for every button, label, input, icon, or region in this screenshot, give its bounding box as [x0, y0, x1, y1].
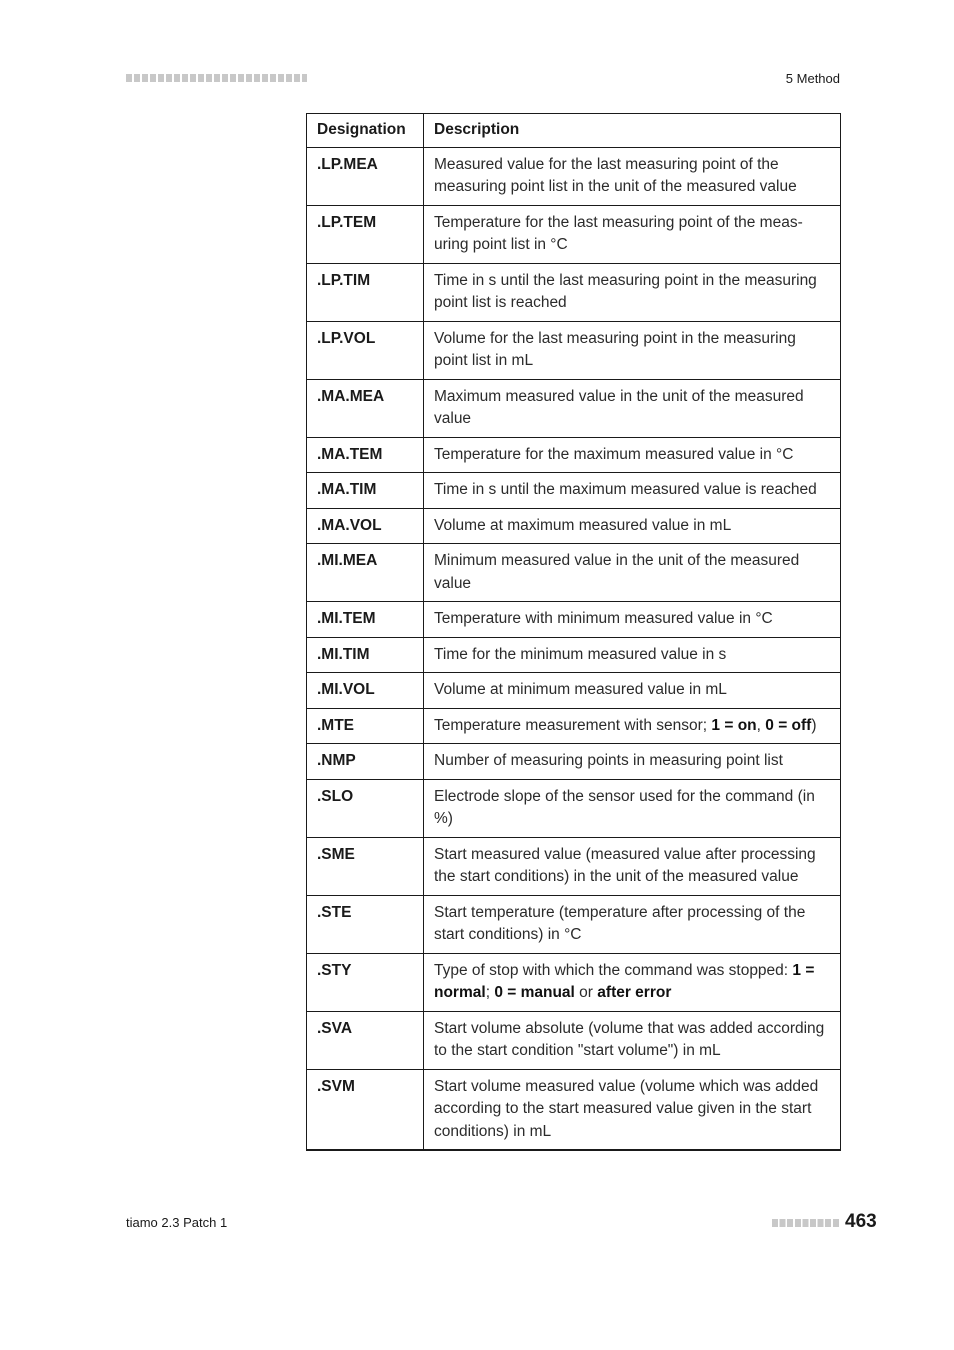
table-row — [307, 895, 841, 953]
description-text: Minimum measured value in the unit of the measured value — [434, 552, 800, 592]
description-text: Start volume measured value (volume which was added according to the start measured value given in the start conditions) in mL — [434, 1077, 819, 1140]
table-row — [307, 263, 841, 321]
designation-cell: .SVM — [307, 1069, 424, 1150]
table-row — [307, 953, 841, 1011]
description-cell — [424, 147, 841, 205]
description-text: Temperature measurement with sensor; — [434, 716, 712, 734]
description-text: ) — [811, 716, 817, 734]
designation-cell: .MI.VOL — [307, 673, 424, 709]
designation-cell: .LP.TEM — [307, 205, 424, 263]
description-cell — [424, 263, 841, 321]
table-row — [307, 473, 841, 509]
table-row — [307, 779, 841, 837]
description-text: Start temperature (temperature after processing of the start conditions) in °C — [434, 903, 806, 943]
description-cell — [424, 602, 841, 638]
designation-cell: .MA.TIM — [307, 473, 424, 509]
table-row — [307, 637, 841, 673]
description-cell — [424, 1011, 841, 1069]
table-row — [307, 837, 841, 895]
designation-cell: .MA.VOL — [307, 508, 424, 544]
description-cell — [424, 744, 841, 780]
description-emphasis: after error — [597, 984, 672, 1001]
table-row — [307, 437, 841, 473]
description-text: Maximum measured value in the unit of the measured value — [434, 387, 804, 427]
description-text: Start measured value (measured value after processing the start conditions) in the unit of the measured value — [434, 845, 816, 885]
description-cell — [424, 508, 841, 544]
section-title: 5 Method — [785, 71, 840, 86]
description-cell — [424, 544, 841, 602]
designation-cell: .LP.VOL — [307, 321, 424, 379]
description-cell — [424, 637, 841, 673]
column-header-description: Description — [424, 114, 841, 148]
designation-cell: .STE — [307, 895, 424, 953]
footer-decoration — [772, 1219, 840, 1227]
column-header-designation: Designation — [307, 114, 424, 148]
header-decoration — [126, 74, 307, 82]
designation-cell: .SLO — [307, 779, 424, 837]
description-text: Start volume absolute (volume that was added according to the start condition "start volume") in mL — [434, 1019, 825, 1059]
product-name: tiamo 2.3 Patch 1 — [126, 1215, 228, 1230]
description-cell — [424, 379, 841, 437]
description-cell — [424, 895, 841, 953]
table-row — [307, 673, 841, 709]
description-cell — [424, 837, 841, 895]
table-row — [307, 321, 841, 379]
description-text: Number of measuring points in measuring point list — [434, 752, 783, 769]
designation-cell: .MI.TIM — [307, 637, 424, 673]
description-text: Volume for the last measuring point in the measuring point list in mL — [434, 329, 796, 369]
designation-cell: .MA.MEA — [307, 379, 424, 437]
page-number: 463 — [845, 1211, 877, 1232]
designation-cell: .STY — [307, 953, 424, 1011]
description-cell — [424, 437, 841, 473]
description-text: Measured value for the last measuring point of the measuring point list in the unit of the measured value — [434, 155, 797, 195]
table-body — [307, 147, 841, 1150]
table-row — [307, 708, 841, 744]
description-cell — [424, 321, 841, 379]
table-row — [307, 1069, 841, 1150]
table-row — [307, 544, 841, 602]
description-text: ; — [485, 984, 495, 1001]
description-cell — [424, 779, 841, 837]
description-text: Temperature with minimum measured value in °C — [434, 610, 773, 627]
description-text: , — [756, 716, 766, 734]
description-text: or — [574, 984, 598, 1001]
designation-cell: .MTE — [307, 708, 424, 744]
designation-cell: .MI.TEM — [307, 602, 424, 638]
table-row — [307, 508, 841, 544]
description-cell — [424, 953, 841, 1011]
table-header-row — [307, 114, 841, 148]
description-cell — [424, 1069, 841, 1150]
designation-cell: .LP.TIM — [307, 263, 424, 321]
description-text: Time for the minimum measured value in s — [434, 645, 727, 663]
description-emphasis: 1 = on — [711, 716, 757, 734]
description-text: Volume at maximum measured value in mL — [434, 516, 732, 534]
table-row — [307, 147, 841, 205]
table-row — [307, 1011, 841, 1069]
description-cell — [424, 708, 841, 744]
description-text: Temperature for the maximum measured value in °C — [434, 445, 794, 463]
description-emphasis: 1 = normal — [434, 961, 815, 1001]
designation-cell: .SME — [307, 837, 424, 895]
description-text: Volume at minimum measured value in mL — [434, 681, 727, 698]
designation-cell: .MA.TEM — [307, 437, 424, 473]
table-row — [307, 379, 841, 437]
description-text: Type of stop with which the command was stopped: — [434, 961, 793, 979]
table-row — [307, 602, 841, 638]
designation-cell: .NMP — [307, 744, 424, 780]
description-text: Time in s until the maximum measured value is reached — [434, 481, 817, 498]
description-cell — [424, 473, 841, 509]
description-emphasis: 0 = manual — [494, 984, 575, 1001]
description-text: Electrode slope of the sensor used for the command (in %) — [434, 787, 815, 827]
table-row — [307, 744, 841, 780]
designation-cell: .MI.MEA — [307, 544, 424, 602]
description-cell — [424, 673, 841, 709]
description-text: Time in s until the last measuring point in the measuring point list is reached — [434, 271, 817, 311]
description-text: Temperature for the last measuring point of the measuring point list in °C — [434, 213, 803, 253]
table-row — [307, 205, 841, 263]
parameter-table — [306, 113, 841, 1151]
designation-cell: .SVA — [307, 1011, 424, 1069]
description-emphasis: 0 = off — [765, 716, 812, 734]
description-cell — [424, 205, 841, 263]
designation-cell: .LP.MEA — [307, 147, 424, 205]
